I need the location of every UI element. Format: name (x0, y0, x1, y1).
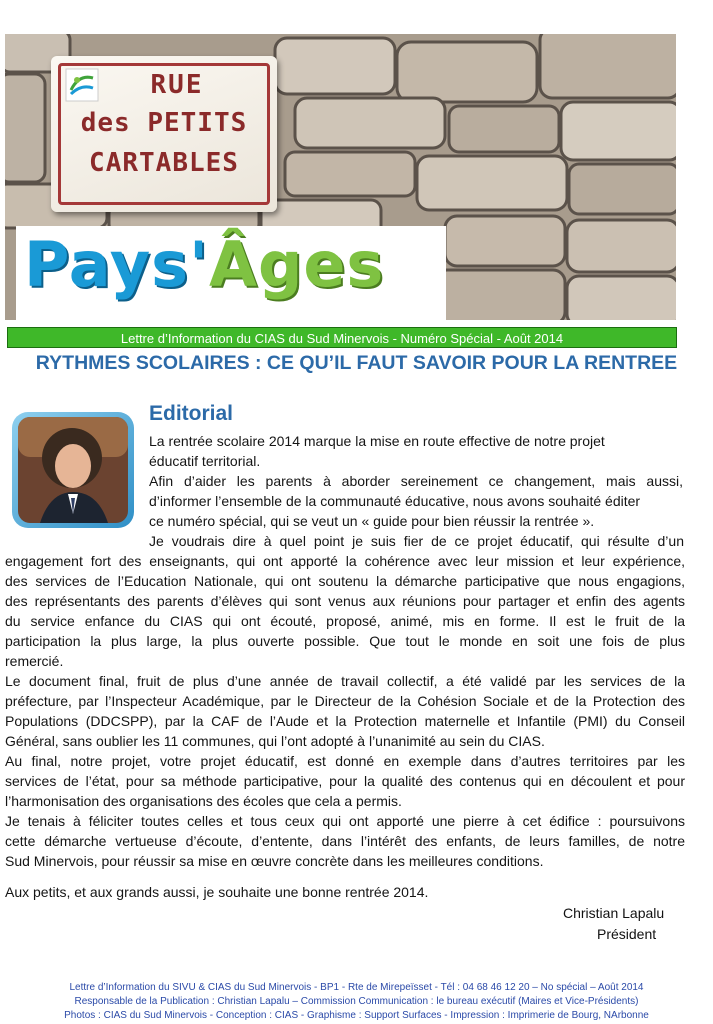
editorial-line: Au final, notre projet, votre projet éducatif, est donné en exemple dans d’autres territoires par les (5, 753, 685, 769)
editorial-line: des services de l’Education Nationale, qui ont soutenu la démarche participative que nous engagions, (5, 573, 685, 589)
editorial-line: services de l’état, pour sa méthode participative, pour la qualité des contenus qui en découlent et pour (5, 773, 685, 789)
street-sign (51, 56, 277, 212)
footer-line-3: Photos : CIAS du Sud Minervois - Conception : CIAS - Graphisme : Support Surfaces - Impression : Imprimerie de Bourg, NArbonne (64, 1010, 649, 1021)
editorial-line: Populations (DDCSPP), par la CAF de l’Aude et la Protection maternelle et Infantile (PMI) du Conseil (5, 713, 685, 729)
footer-line-2: Responsable de la Publication : Christian Lapalu – Commission Communication : le bureau exécutif (Maires et Vice-Présidents) (74, 996, 639, 1007)
brand-logo (24, 228, 384, 301)
editorial-closing-line: Aux petits, et aux grands aussi, je souhaite une bonne rentrée 2014. (5, 884, 429, 900)
editorial-line: préfecture, par l’Inspecteur Académique, par le Directeur de la Cohésion Sociale et de la Protection des (5, 693, 685, 709)
page-headline: RYTHMES SCOLAIRES : CE QU’IL FAUT SAVOIR POUR LA RENTREE (35, 352, 678, 374)
editorial-line: La rentrée scolaire 2014 marque la mise en route effective de notre projet (149, 433, 605, 449)
president-portrait (10, 410, 136, 530)
editorial-line: remercié. (5, 653, 64, 669)
footer-line-1: Lettre d’Information du SIVU & CIAS du Sud Minervois - BP1 - Rte de Mirepeïsset - Tél : 04 68 46 12 20 – No spécial – Août 2014 (69, 982, 644, 993)
editorial-line: ce numéro spécial, qui se veut un « guide pour bien réussir la rentrée ». (149, 513, 595, 529)
editorial-line: Général, sans oublier les 11 communes, qui l’ont adopté à l’unanimité au sein du CIAS. (5, 733, 545, 749)
editorial-line: Afin d’aider les parents à aborder sereinement ce changement, mais aussi, (149, 473, 683, 489)
editorial-line: du service enfance du CIAS qui ont écouté, proposé, animé, mis en forme. Il est le fruit de la (5, 613, 685, 629)
editorial-line: cette démarche vertueuse d’écoute, d’entente, dans l’intérêt des enfants, de leurs familles, de notre (5, 833, 685, 849)
editorial-line: engagement fort des enseignants, qui ont apporté la cohérence avec leur mission et leur expérience, (5, 553, 685, 569)
editorial-line: Sud Minervois, pour réussir sa mise en œuvre concrète dans les meilleures conditions. (5, 853, 544, 869)
signature-name: Christian Lapalu (563, 905, 665, 921)
street-sign-line-3: CARTABLES (89, 148, 239, 178)
editorial-line: l’harmonisation des organisations des écoles que cela a permis. (5, 793, 402, 809)
editorial-line: Je voudrais dire à quel point je suis fier de ce projet éducatif, qui résulte d’un (149, 533, 684, 549)
brand-part-2: Âges (209, 228, 385, 301)
editorial-line: des représentants des parents d’élèves qui sont venus aux réunions pour partager et enfin des agents (5, 593, 685, 609)
street-sign-line-1: RUE (150, 70, 204, 100)
signature-role: Président (597, 926, 657, 942)
editorial-line: Je tenais à féliciter toutes celles et tous ceux qui ont apporté une pierre à cet édifice : poursuivons (5, 813, 685, 829)
editorial-title: Editorial (149, 402, 234, 425)
editorial-line: Le document final, fruit de plus d’une année de travail collectif, a été validé par les services de la (5, 673, 685, 689)
brand-part-1: Pays' (24, 228, 210, 301)
editorial-line: éducatif territorial. (149, 453, 261, 469)
brand-panel (16, 226, 446, 320)
newsletter-info-bar: Lettre d’Information du CIAS du Sud Minervois - Numéro Spécial - Août 2014 (7, 327, 677, 348)
editorial-line: participation la plus large, la plus ouverte possible. Que tout le monde en soit une fois de plus (5, 633, 685, 649)
editorial-line: d’informer l’ensemble de la communauté éducative, nous avons souhaité éditer (149, 493, 641, 509)
header-banner (5, 34, 676, 320)
street-sign-line-2: des PETITS (80, 108, 248, 138)
